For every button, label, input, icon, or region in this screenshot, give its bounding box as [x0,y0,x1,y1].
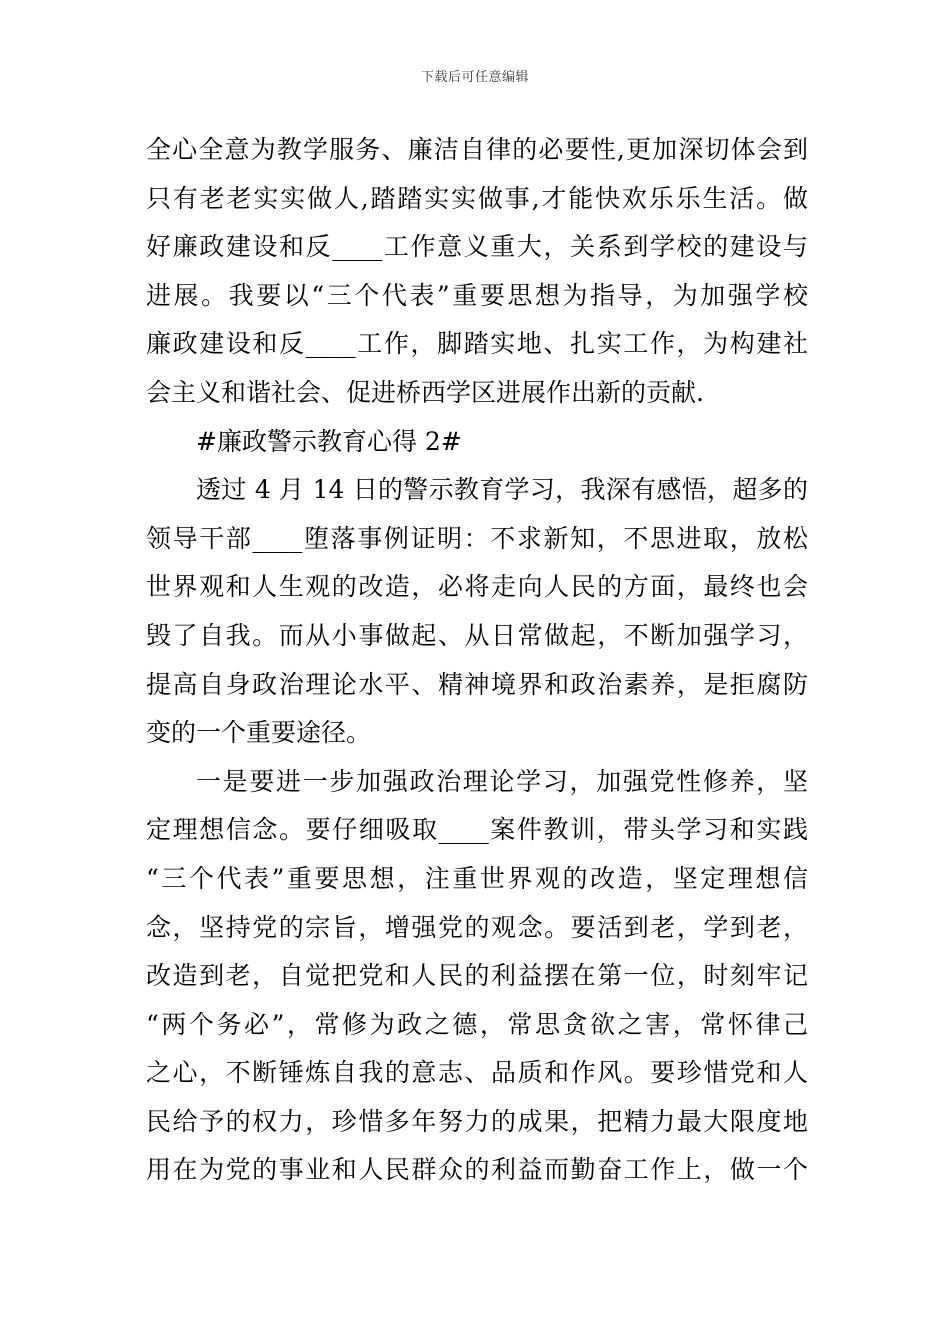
body-line: 之心，不断锤炼自我的意志、品质和作风。要珍惜党和人 [146,1058,808,1088]
body-line: 一是要进一步加强政治理论学习，加强党性修养，坚 [196,766,808,796]
body-line: 毁了自我。而从小事做起、从日常做起，不断加强学习， [146,620,808,650]
page-header: 下载后可任意编辑 [420,70,529,85]
section-heading: #廉政警示教育心得 2# [196,426,462,456]
body-line: 好廉政建设和反____工作意义重大，关系到学校的建设与 [146,232,808,262]
body-line: 念，坚持党的宗旨，增强党的观念。要活到老，学到老， [146,912,808,942]
body-line: 变的一个重要途径。 [146,718,372,748]
body-line: 民给予的权力，珍惜多年努力的成果，把精力最大限度地 [146,1106,808,1136]
body-line: 改造到老，自觉把党和人民的利益摆在第一位，时刻牢记 [146,961,808,991]
body-line: 会主义和谐社会、促进桥西学区进展作出新的贡献. [146,377,704,407]
body-line: 只有老老实实做人,踏踏实实做事,才能快欢乐乐生活。做 [146,183,808,213]
body-line: 进展。我要以“三个代表”重要思想为指导，为加强学校 [146,280,808,310]
body-line: 领导干部____堕落事例证明：不求新知，不思进取，放松 [146,523,808,553]
body-line: 提高自身政治理论水平、精神境界和政治素养，是拒腐防 [146,669,808,699]
body-line: 全心全意为教学服务、廉洁自律的必要性,更加深切体会到 [146,135,808,164]
body-line: 世界观和人生观的改造，必将走向人民的方面，最终也会 [146,572,808,602]
body-line: 廉政建设和反____工作，脚踏实地、扎实工作，为构建社 [146,329,808,359]
body-line: “三个代表”重要思想，注重世界观的改造，坚定理想信 [146,863,808,893]
document-body [146,126,808,1195]
body-line: “两个务必”，常修为政之德，常思贪欲之害，常怀律己 [146,1009,808,1039]
body-line: 定理想信念。要仔细吸取____案件教训，带头学习和实践 [146,815,808,845]
body-line: 用在为党的事业和人民群众的利益而勤奋工作上，做一个 [146,1155,808,1185]
body-line: 透过 4 月 14 日的警示教育学习，我深有感悟，超多的 [196,475,808,505]
